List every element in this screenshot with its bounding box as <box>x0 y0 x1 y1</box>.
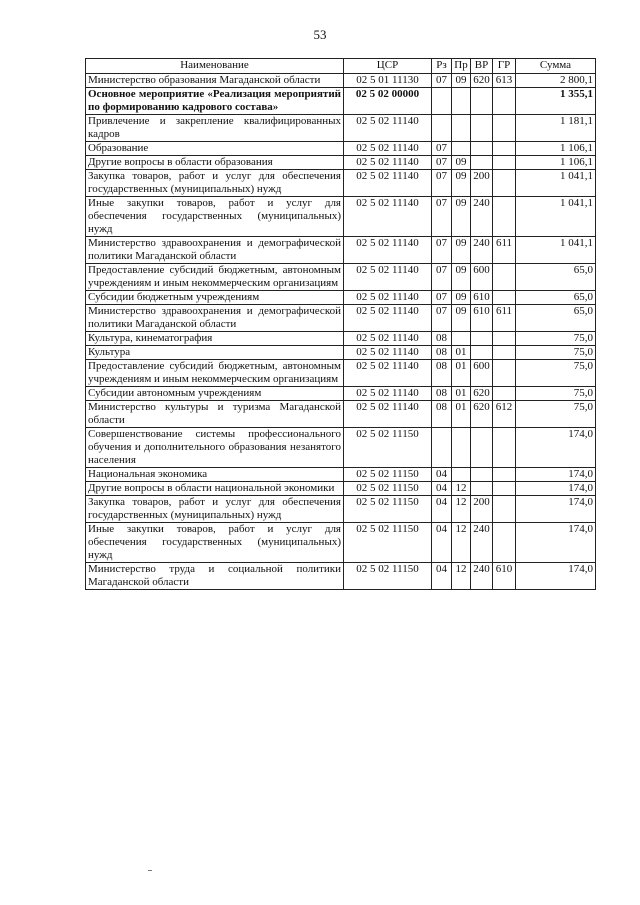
cell-sum: 75,0 <box>516 346 596 360</box>
cell-sum: 1 106,1 <box>516 142 596 156</box>
cell-csr: 02 5 02 11150 <box>344 496 432 523</box>
cell-pr: 09 <box>452 291 471 305</box>
cell-pr: 09 <box>452 305 471 332</box>
cell-gr <box>493 523 516 563</box>
cell-vr: 620 <box>471 387 493 401</box>
cell-vr: 620 <box>471 74 493 88</box>
cell-csr: 02 5 02 11150 <box>344 468 432 482</box>
cell-sum: 75,0 <box>516 332 596 346</box>
table-row <box>86 360 596 387</box>
cell-vr <box>471 482 493 496</box>
cell-name: Закупка товаров, работ и услуг для обеспечения государственных (муниципальных) нужд <box>86 496 344 523</box>
cell-vr: 200 <box>471 170 493 197</box>
table-row <box>86 332 596 346</box>
cell-name: Министерство образования Магаданской области <box>86 74 344 88</box>
cell-csr: 02 5 02 11150 <box>344 428 432 468</box>
cell-csr: 02 5 02 11150 <box>344 482 432 496</box>
table-row <box>86 170 596 197</box>
cell-csr: 02 5 02 11150 <box>344 523 432 563</box>
cell-gr <box>493 468 516 482</box>
cell-pr: 01 <box>452 346 471 360</box>
cell-pr <box>452 88 471 115</box>
cell-rz: 07 <box>432 237 452 264</box>
cell-rz <box>432 115 452 142</box>
cell-vr: 600 <box>471 264 493 291</box>
table-row <box>86 563 596 590</box>
cell-sum: 1 041,1 <box>516 170 596 197</box>
cell-pr: 09 <box>452 237 471 264</box>
table-body <box>86 74 596 590</box>
cell-gr <box>493 332 516 346</box>
cell-name: Культура, кинематография <box>86 332 344 346</box>
cell-name: Министерство здравоохранения и демографической политики Магаданской области <box>86 237 344 264</box>
cell-csr: 02 5 02 11140 <box>344 115 432 142</box>
cell-sum: 2 800,1 <box>516 74 596 88</box>
cell-gr <box>493 387 516 401</box>
cell-sum: 174,0 <box>516 468 596 482</box>
cell-gr: 611 <box>493 305 516 332</box>
cell-gr: 612 <box>493 401 516 428</box>
cell-pr: 01 <box>452 360 471 387</box>
cell-csr: 02 5 02 11140 <box>344 237 432 264</box>
table-row <box>86 74 596 88</box>
cell-rz: 08 <box>432 387 452 401</box>
cell-csr: 02 5 02 11140 <box>344 156 432 170</box>
cell-pr: 01 <box>452 387 471 401</box>
cell-vr: 200 <box>471 496 493 523</box>
table-row <box>86 496 596 523</box>
cell-rz: 07 <box>432 305 452 332</box>
table-row <box>86 387 596 401</box>
cell-name: Основное мероприятие «Реализация мероприятий по формированию кадрового состава» <box>86 88 344 115</box>
cell-vr: 610 <box>471 305 493 332</box>
cell-csr: 02 5 02 11140 <box>344 142 432 156</box>
cell-pr: 12 <box>452 496 471 523</box>
table-row <box>86 468 596 482</box>
table-row <box>86 305 596 332</box>
cell-gr <box>493 428 516 468</box>
table-row <box>86 237 596 264</box>
cell-rz: 04 <box>432 563 452 590</box>
cell-name: Национальная экономика <box>86 468 344 482</box>
header-pr: Пр <box>452 59 471 74</box>
cell-gr <box>493 142 516 156</box>
cell-gr <box>493 360 516 387</box>
cell-rz: 07 <box>432 170 452 197</box>
cell-vr <box>471 115 493 142</box>
table-row <box>86 346 596 360</box>
budget-table <box>85 58 596 590</box>
cell-vr <box>471 332 493 346</box>
cell-pr <box>452 428 471 468</box>
cell-rz: 07 <box>432 264 452 291</box>
cell-rz: 04 <box>432 523 452 563</box>
cell-csr: 02 5 01 11130 <box>344 74 432 88</box>
cell-vr <box>471 428 493 468</box>
table-row <box>86 291 596 305</box>
cell-sum: 1 041,1 <box>516 197 596 237</box>
cell-vr <box>471 468 493 482</box>
cell-rz: 04 <box>432 468 452 482</box>
cell-vr <box>471 88 493 115</box>
cell-sum: 65,0 <box>516 305 596 332</box>
cell-gr <box>493 156 516 170</box>
cell-rz: 04 <box>432 496 452 523</box>
table-row <box>86 264 596 291</box>
cell-name: Предоставление субсидий бюджетным, автономным учреждениям и иным некоммерческим организациям <box>86 360 344 387</box>
cell-vr: 240 <box>471 237 493 264</box>
cell-rz: 07 <box>432 142 452 156</box>
table-row <box>86 482 596 496</box>
cell-pr: 09 <box>452 156 471 170</box>
cell-gr: 610 <box>493 563 516 590</box>
cell-vr: 620 <box>471 401 493 428</box>
cell-gr <box>493 291 516 305</box>
cell-pr: 09 <box>452 197 471 237</box>
cell-name: Иные закупки товаров, работ и услуг для обеспечения государственных (муниципальных) нужд <box>86 523 344 563</box>
cell-vr: 610 <box>471 291 493 305</box>
scan-mark <box>148 870 152 871</box>
header-sum: Сумма <box>516 59 596 74</box>
cell-pr <box>452 332 471 346</box>
cell-sum: 75,0 <box>516 401 596 428</box>
cell-rz: 07 <box>432 291 452 305</box>
cell-pr <box>452 468 471 482</box>
cell-sum: 75,0 <box>516 387 596 401</box>
cell-csr: 02 5 02 11140 <box>344 387 432 401</box>
cell-name: Министерство культуры и туризма Магаданской области <box>86 401 344 428</box>
cell-name: Министерство труда и социальной политики Магаданской области <box>86 563 344 590</box>
cell-gr <box>493 264 516 291</box>
cell-sum: 174,0 <box>516 563 596 590</box>
cell-name: Министерство здравоохранения и демографической политики Магаданской области <box>86 305 344 332</box>
header-rz: Рз <box>432 59 452 74</box>
cell-vr <box>471 142 493 156</box>
cell-csr: 02 5 02 11140 <box>344 197 432 237</box>
cell-pr: 01 <box>452 401 471 428</box>
cell-gr <box>493 197 516 237</box>
cell-sum: 174,0 <box>516 496 596 523</box>
cell-name: Закупка товаров, работ и услуг для обеспечения государственных (муниципальных) нужд <box>86 170 344 197</box>
cell-rz: 08 <box>432 401 452 428</box>
cell-sum: 1 181,1 <box>516 115 596 142</box>
cell-pr <box>452 115 471 142</box>
cell-name: Другие вопросы в области национальной экономики <box>86 482 344 496</box>
cell-gr: 611 <box>493 237 516 264</box>
cell-sum: 1 355,1 <box>516 88 596 115</box>
table-row <box>86 88 596 115</box>
cell-sum: 1 041,1 <box>516 237 596 264</box>
table-header-row <box>86 59 596 74</box>
table-row <box>86 197 596 237</box>
cell-sum: 174,0 <box>516 523 596 563</box>
cell-gr: 613 <box>493 74 516 88</box>
cell-gr <box>493 496 516 523</box>
cell-csr: 02 5 02 11140 <box>344 332 432 346</box>
cell-name: Привлечение и закрепление квалифицированных кадров <box>86 115 344 142</box>
cell-rz: 04 <box>432 482 452 496</box>
cell-sum: 174,0 <box>516 482 596 496</box>
page-number: 53 <box>313 27 327 42</box>
cell-csr: 02 5 02 11140 <box>344 401 432 428</box>
table-row <box>86 523 596 563</box>
cell-csr: 02 5 02 00000 <box>344 88 432 115</box>
cell-csr: 02 5 02 11140 <box>344 264 432 291</box>
table-row <box>86 115 596 142</box>
table-row <box>86 428 596 468</box>
table-row <box>86 401 596 428</box>
table-row <box>86 142 596 156</box>
cell-pr: 12 <box>452 482 471 496</box>
cell-pr: 09 <box>452 74 471 88</box>
cell-pr: 09 <box>452 170 471 197</box>
cell-vr <box>471 156 493 170</box>
cell-csr: 02 5 02 11140 <box>344 360 432 387</box>
cell-rz: 08 <box>432 346 452 360</box>
cell-rz: 07 <box>432 156 452 170</box>
cell-pr: 12 <box>452 563 471 590</box>
cell-gr <box>493 88 516 115</box>
cell-name: Совершенствование системы профессионального обучения и дополнительного образования незанятого населения <box>86 428 344 468</box>
cell-gr <box>493 482 516 496</box>
cell-name: Культура <box>86 346 344 360</box>
cell-sum: 174,0 <box>516 428 596 468</box>
cell-gr <box>493 346 516 360</box>
cell-rz: 07 <box>432 74 452 88</box>
cell-rz <box>432 88 452 115</box>
cell-rz: 08 <box>432 360 452 387</box>
cell-vr: 240 <box>471 197 493 237</box>
cell-csr: 02 5 02 11140 <box>344 305 432 332</box>
cell-sum: 65,0 <box>516 291 596 305</box>
cell-csr: 02 5 02 11150 <box>344 563 432 590</box>
header-name: Наименование <box>86 59 344 74</box>
cell-vr: 240 <box>471 523 493 563</box>
cell-pr: 12 <box>452 523 471 563</box>
cell-sum: 75,0 <box>516 360 596 387</box>
cell-rz: 07 <box>432 197 452 237</box>
cell-sum: 65,0 <box>516 264 596 291</box>
cell-sum: 1 106,1 <box>516 156 596 170</box>
cell-csr: 02 5 02 11140 <box>344 170 432 197</box>
cell-csr: 02 5 02 11140 <box>344 291 432 305</box>
header-gr: ГР <box>493 59 516 74</box>
cell-vr: 600 <box>471 360 493 387</box>
cell-rz <box>432 428 452 468</box>
header-csr: ЦСР <box>344 59 432 74</box>
cell-gr <box>493 170 516 197</box>
cell-name: Другие вопросы в области образования <box>86 156 344 170</box>
cell-csr: 02 5 02 11140 <box>344 346 432 360</box>
cell-name: Субсидии автономным учреждениям <box>86 387 344 401</box>
cell-vr: 240 <box>471 563 493 590</box>
cell-vr <box>471 346 493 360</box>
cell-pr <box>452 142 471 156</box>
cell-gr <box>493 115 516 142</box>
cell-pr: 09 <box>452 264 471 291</box>
header-vr: ВР <box>471 59 493 74</box>
cell-name: Образование <box>86 142 344 156</box>
cell-name: Иные закупки товаров, работ и услуг для обеспечения государственных (муниципальных) нужд <box>86 197 344 237</box>
cell-rz: 08 <box>432 332 452 346</box>
table-row <box>86 156 596 170</box>
cell-name: Субсидии бюджетным учреждениям <box>86 291 344 305</box>
cell-name: Предоставление субсидий бюджетным, автономным учреждениям и иным некоммерческим организациям <box>86 264 344 291</box>
